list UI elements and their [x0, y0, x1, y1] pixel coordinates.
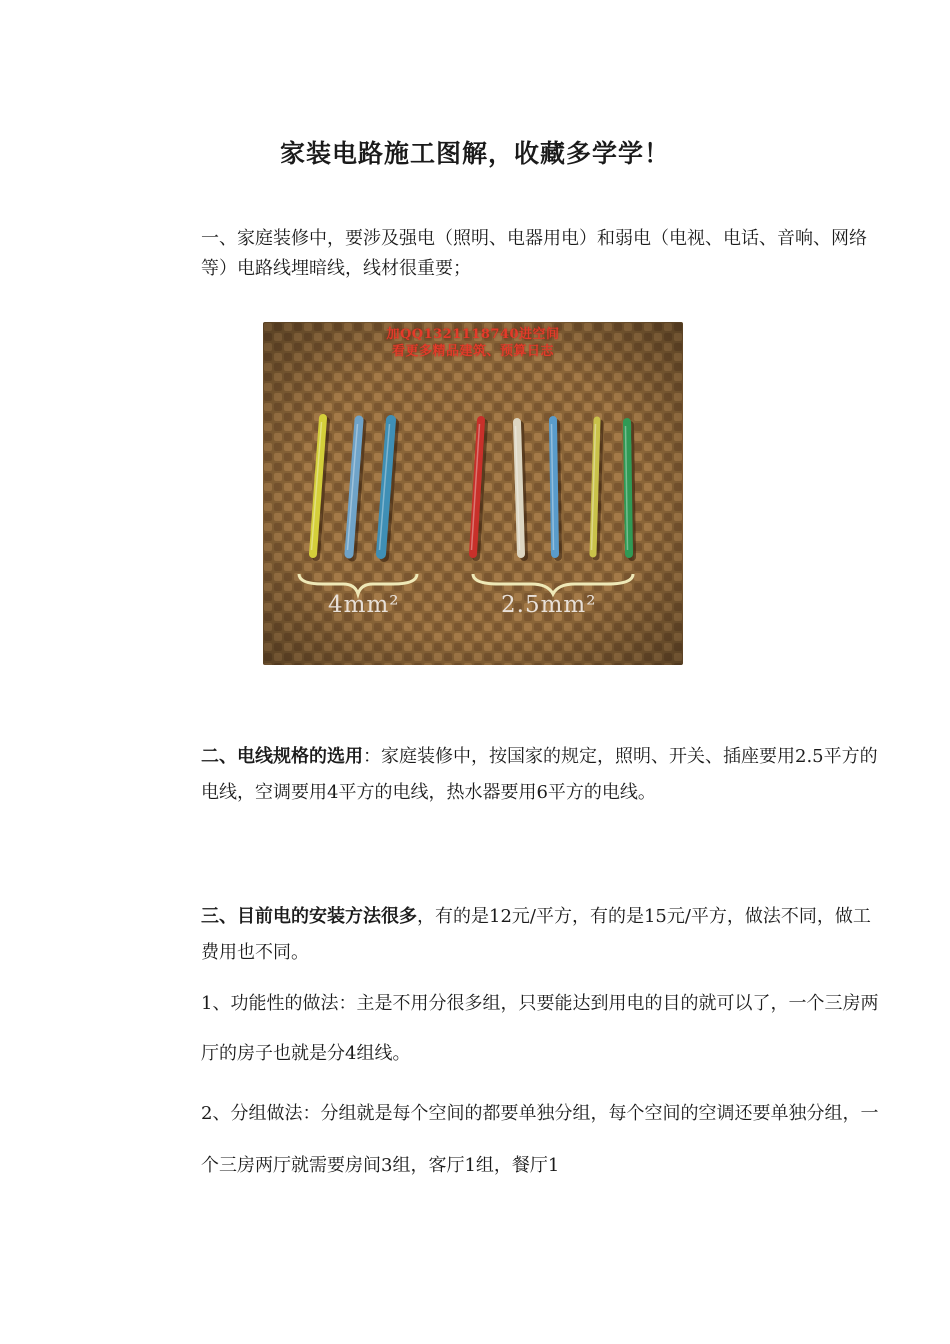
wire-spec-text: ：家庭装修中，按国家的规定，照明、开关、插座要用2.5平方的电线，空调要用4平方的电线，热水器要用6平方的电线。	[201, 746, 878, 803]
page-title: 家装电路施工图解，收藏多学学！	[279, 139, 670, 168]
watermark-line-1: 加QQ1321118740进空间	[386, 327, 560, 342]
install-methods-text: ，有的是12元/平方，有的是15元/平方，做法不同，做工费用也不同。	[201, 906, 871, 963]
wire-spec-heading: 二、电线规格的选用	[201, 746, 363, 767]
watermark-line-2: 看更多精品建筑、预算日志	[391, 344, 554, 359]
label-4mm: 4mm²	[328, 592, 400, 618]
install-methods-heading: 三、目前电的安装方法很多	[201, 906, 417, 927]
paragraph-functional-method: 1、功能性的做法：主是不用分很多组，只要能达到用电的目的就可以了，一个三房两厅的房子也就是分4组线。	[201, 993, 879, 1064]
paragraph-wire-spec	[145, 739, 881, 811]
wire-photo-graphic	[263, 322, 683, 665]
paragraph-intro: 一、家庭装修中，要涉及强电（照明、电器用电）和弱电（电视、电话、音响、网络等）电路线埋暗线，线材很重要；	[201, 228, 867, 279]
paragraph-install-methods	[145, 899, 881, 971]
wire-photo	[263, 322, 683, 665]
label-2-5mm: 2.5mm²	[501, 592, 597, 618]
paragraph-grouping-method: 2、分组做法：分组就是每个空间的都要单独分组，每个空间的空调还要单独分组，一个三房两厅就需要房间3组，客厅1组，餐厅1	[201, 1103, 879, 1176]
